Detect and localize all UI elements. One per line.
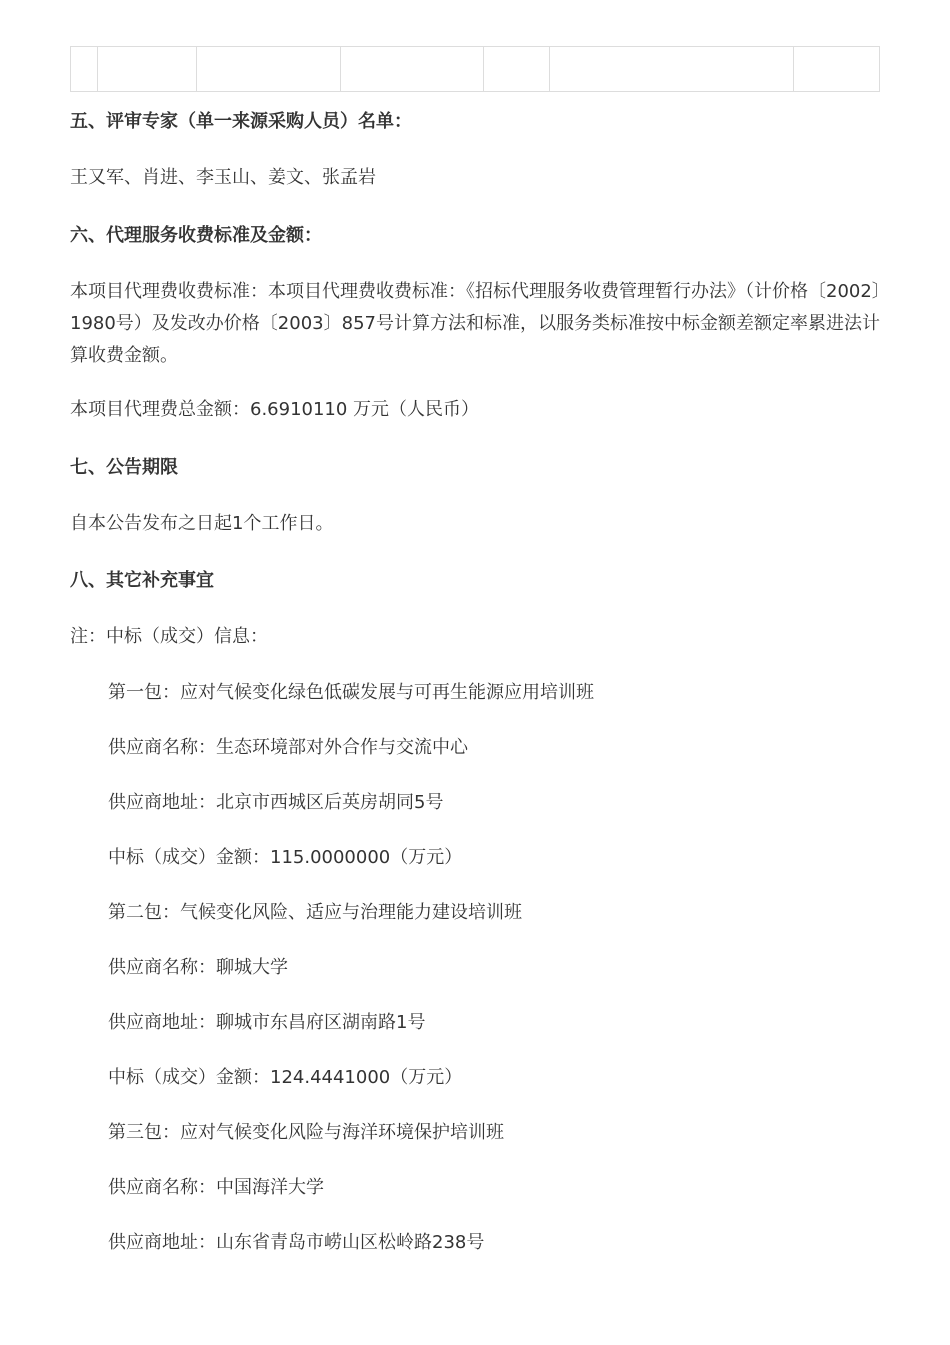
results-table: [70, 46, 880, 92]
other-heading: 八、其它补充事宜: [70, 570, 214, 591]
table-cell: [341, 47, 484, 92]
package-1-title: 第一包：应对气候变化绿色低碳发展与可再生能源应用培训班: [108, 682, 594, 703]
table-cell: [197, 47, 341, 92]
package-2-title: 第二包：气候变化风险、适应与治理能力建设培训班: [108, 902, 522, 923]
package-1-amount: 中标（成交）金额：115.0000000（万元）: [108, 847, 463, 868]
package-1-supplier-name: 供应商名称：生态环境部对外合作与交流中心: [108, 737, 468, 758]
table-cell: [71, 47, 98, 92]
agency-fee-heading: 六、代理服务收费标准及金额：: [70, 225, 322, 246]
period-text: 自本公告发布之日起1个工作日。: [70, 513, 334, 534]
package-3-supplier-address: 供应商地址：山东省青岛市崂山区松岭路238号: [108, 1232, 485, 1253]
experts-names: 王又军、肖进、李玉山、姜文、张孟岩: [70, 167, 376, 188]
package-2-supplier-address: 供应商地址：聊城市东昌府区湖南路1号: [108, 1012, 426, 1033]
table-cell: [98, 47, 197, 92]
package-2-amount: 中标（成交）金额：124.4441000（万元）: [108, 1067, 463, 1088]
package-3-title: 第三包：应对气候变化风险与海洋环境保护培训班: [108, 1122, 504, 1143]
package-2-supplier-name: 供应商名称：聊城大学: [108, 957, 288, 978]
table-cell: [550, 47, 794, 92]
table-cell: [484, 47, 550, 92]
table-row: [71, 47, 880, 92]
experts-heading: 五、评审专家（单一来源采购人员）名单：: [70, 111, 412, 132]
table-cell: [794, 47, 880, 92]
package-3-supplier-name: 供应商名称：中国海洋大学: [108, 1177, 324, 1198]
period-heading: 七、公告期限: [70, 457, 178, 478]
award-note: 注：中标（成交）信息：: [70, 626, 268, 647]
package-1-supplier-address: 供应商地址：北京市西城区后英房胡同5号: [108, 792, 444, 813]
agency-fee-total: 本项目代理费总金额：6.6910110 万元（人民币）: [70, 399, 480, 420]
agency-fee-standard: 本项目代理费收费标准：本项目代理费收费标准：《招标代理服务收费管理暂行办法》（计价格〔2002〕1980号）及发改办价格〔2003〕857号计算方法和标准，以服务类标准按中标金额差额定率累进法计算收费金额。: [70, 281, 881, 366]
